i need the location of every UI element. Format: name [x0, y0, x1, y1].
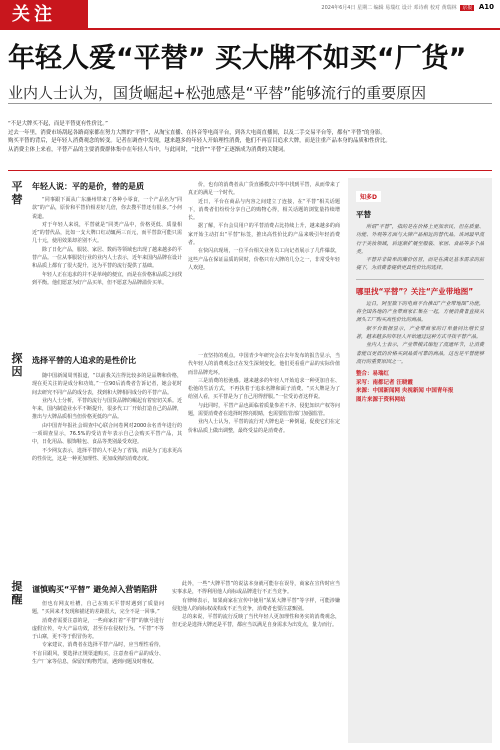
- section-tag-pingti: 平 替: [11, 180, 23, 206]
- subheadline: 业内人士认为，国货崛起+松弛感是“平替”能够流行的重要原因: [8, 84, 427, 102]
- lead-paragraph: [8, 120, 492, 154]
- masthead: [321, 3, 494, 11]
- page-number: A10: [478, 3, 494, 11]
- article-column: 但也有网友吐槽，自己在购买平替时遇到了质量问题，“买回来才发现和描述的差距很大，完全不是一回事。” 消费者需要注意的是，一些商家打着“平替”的旗号进行虚假宣传，夸大产品功效，甚至存在侵权行为。“平替”不等于山寨，更不等于假冒伪劣。 专家建议，消费者在选择平替产品时，应当理性看待，不盲目跟风，要选择正规渠道购买，注意查看产品的成分、生产厂家等信息，保留好购物凭证，遇到问题及时维权。: [32, 601, 164, 666]
- sidebar-tag: 知多D: [356, 191, 381, 202]
- sidebar-box: [348, 178, 492, 743]
- article-column: 随中国新闻周刊报道，“以前我关注得比较多的是品牌和价格，现在更关注的是成分和功效。”一位90后消费者告诉记者，她会花时间去研究不同产品的成分表，找到和大牌相同成分的平替产品。 业内人士分析，平替的流行与国货品牌的崛起有着密切关系。近年来，国内制造业水平不断提升，很多代工厂开始打造自己的品牌，推出与大牌品质相当但价格更低的产品。 由中国青年报社会调查中心联合问卷网对2000余名青年进行的一项调查显示，76.5%的受访青年表示自己会购买平替产品，其中，日化用品、服饰鞋包、食品等类别最受欢迎。 不少网友表示，选择平替的人不是为了省钱，而是为了追求更高的性价比，这是一种更加理性、更加成熟的消费态度。: [32, 373, 182, 462]
- lead-divider: [8, 170, 492, 171]
- section-tag-tanyin: 探 因: [11, 352, 23, 378]
- sidebar-text: 所谓“平替”，指的是在价格上更加亲民，但在质量、功能、外观等方面与大牌产品相近的替代品。该词最早流行于美妆领域，后逐渐扩展至服装、家居、食品等多个品类。 平替并非简单的廉价仿冒，而是在满足基本需求的前提下，为消费者提供更具性价比的选择。: [356, 224, 484, 272]
- headline: 年轻人爱“平替” 买大牌不如买“厂货”: [8, 43, 467, 74]
- section-title: 选择平替的人追求的是性价比: [32, 356, 136, 365]
- edition-badge: 京报: [462, 5, 473, 11]
- article-column: 此外，一些“大牌平替”的说法本身就可能存在误导，商家在宣传时应当实事求是，不得利用他人商标或品牌进行不正当竞争。 有律师表示，如果商家在宣传中使用“某某大牌平替”等字样，可能涉嫌侵犯他人的商标权或构成不正当竞争，消费者也要注意甄别。 总的来说，平替的流行反映了当代年轻人更加理性和务实的消费观念，但无论是选择大牌还是平替，都应当以满足自身需求为出发点，量力而行。: [172, 581, 340, 629]
- article-column: 一直坚持的观点。中国青少年研究会在去年发布的报告显示，当代年轻人的消费观念正在发生深刻变化，他们更看重产品的实际价值而非品牌光环。 三是消费的松弛感。越来越多的年轻人开始追求一种更加自在、松弛的生活方式，不再执着于追求名牌和面子消费。“买大牌是为了给别人看，买平替是为了自己用得舒服。”一位受访者这样说。 与此同时，平替产品也面临着质量参差不齐、侵犯知识产权等问题，需要消费者在选择时擦亮眼睛，也需要监管部门加强监管。 业内人士认为，平替的流行对大牌也是一种倒逼，促使它们在定价和品质上做出调整，最终受益的是消费者。: [188, 353, 340, 434]
- header-divider: [0, 28, 500, 30]
- sidebar-text: 近日，阿里旗下的电商平台推出“产业带地图”功能，将全国各地的产业带商家汇集在一起，方便消费者直接从源头工厂购买高性价比的商品。 据平台数据显示，产业带商家的订单量同比增长显著，越来越多的年轻人开始通过这种方式寻找平替产品。 业内人士表示，产业带模式缩短了流通环节，让消费者能以更低的价格买到品质可靠的商品，这也是平替能够流行的重要原因之一。: [356, 300, 484, 365]
- sidebar-divider: [356, 279, 484, 280]
- article-column: “同事跟下面从广东廉州带来了各种小零食，一个产品名为“同款”的产品，原价和平替价相差好几倍，你去搜平替还有很多。”小何说道。 对于年轻人来说，平替就是“同类产品中，价格更低、质量相近”的替代品，比如一支大牌口红动辄两三百元，而平替款可能只需几十元，使用效果却差别不大。 除了日化产品，服装、家居、数码等领域也出现了越来越多的平替产品。一位从事服装行业的业内人士表示，近年来国内品牌在设计和品质上都有了很大提升，这为平替的流行提供了基础。 年轻人正在追求的并不是单纯的便宜，而是在价格和品质之间找到平衡。他们愿意为好产品买单，但不愿意为品牌溢价买单。: [32, 197, 182, 286]
- masthead-line: 2024年6月4日 星期二 编辑 易瑞红 设计 邓诗莉 校对 黄瑞林: [321, 5, 457, 11]
- lead-line: 购买平替的背后，是年轻人消费观念的转变。记者在调查中发现，越来越多的年轻人开始理性消费，他们不再盲目追求大牌，而是注重产品本身的品质和性价比。: [8, 138, 391, 145]
- sidebar-heading: 平替: [356, 210, 371, 219]
- section-title: 谨慎购买“平替” 避免掉入营销陷阱: [32, 585, 158, 594]
- lead-line: 从消费主体上来看，平替产品的主要消费群体集中在年轻人当中，与此同时，“比价”“平替”正逐渐成为消费的关键词。: [8, 146, 289, 153]
- lead-line: 过去一年里，消费市场刮起各路商家都在努力大牌的“平替”，从淘宝直播、在抖音等电商平台，到各大电商直播间，以及二手交易平台等，都有“平替”的身影。: [8, 129, 386, 136]
- section-tag-tixing: 提 醒: [11, 580, 23, 606]
- sidebar-heading: 哪里找“平替”？关注“产业带地图”: [356, 286, 474, 296]
- article-column: 价，也有的消费者从广货直播模式中等中找到平替，从而带来了真正的满足一个时代。 近日，平台在商品与内容之间建立了连接，在“平替”相关话题下，消费者们纷纷分享自己的购物心得，相关话题的浏览量持续增长。 据了解，平台会员用户的平替消费占比持续上升，越来越多的商家开始主动打出“平替”标签，推出高性价比的产品来吸引年轻消费者。 在快闪店现场，一位平台相关业务员工向记者展示了几件爆款，这些产品在保证品质的同时，价格只有大牌的几分之一，非常受年轻人欢迎。: [188, 182, 340, 271]
- headline-divider: [8, 103, 492, 104]
- section-title: 年轻人说：平的是价，替的是质: [32, 182, 144, 191]
- lead-line: “不是大牌买不起，而是平替更有性价比。”: [8, 121, 108, 127]
- sidebar-credits: 整合：易瑞红 采写：南都记者 汪晓霞 来源：中国新闻网 央视新闻 中国青年报 图片来源于资料网站: [356, 371, 454, 403]
- section-tag: 关注: [0, 0, 88, 30]
